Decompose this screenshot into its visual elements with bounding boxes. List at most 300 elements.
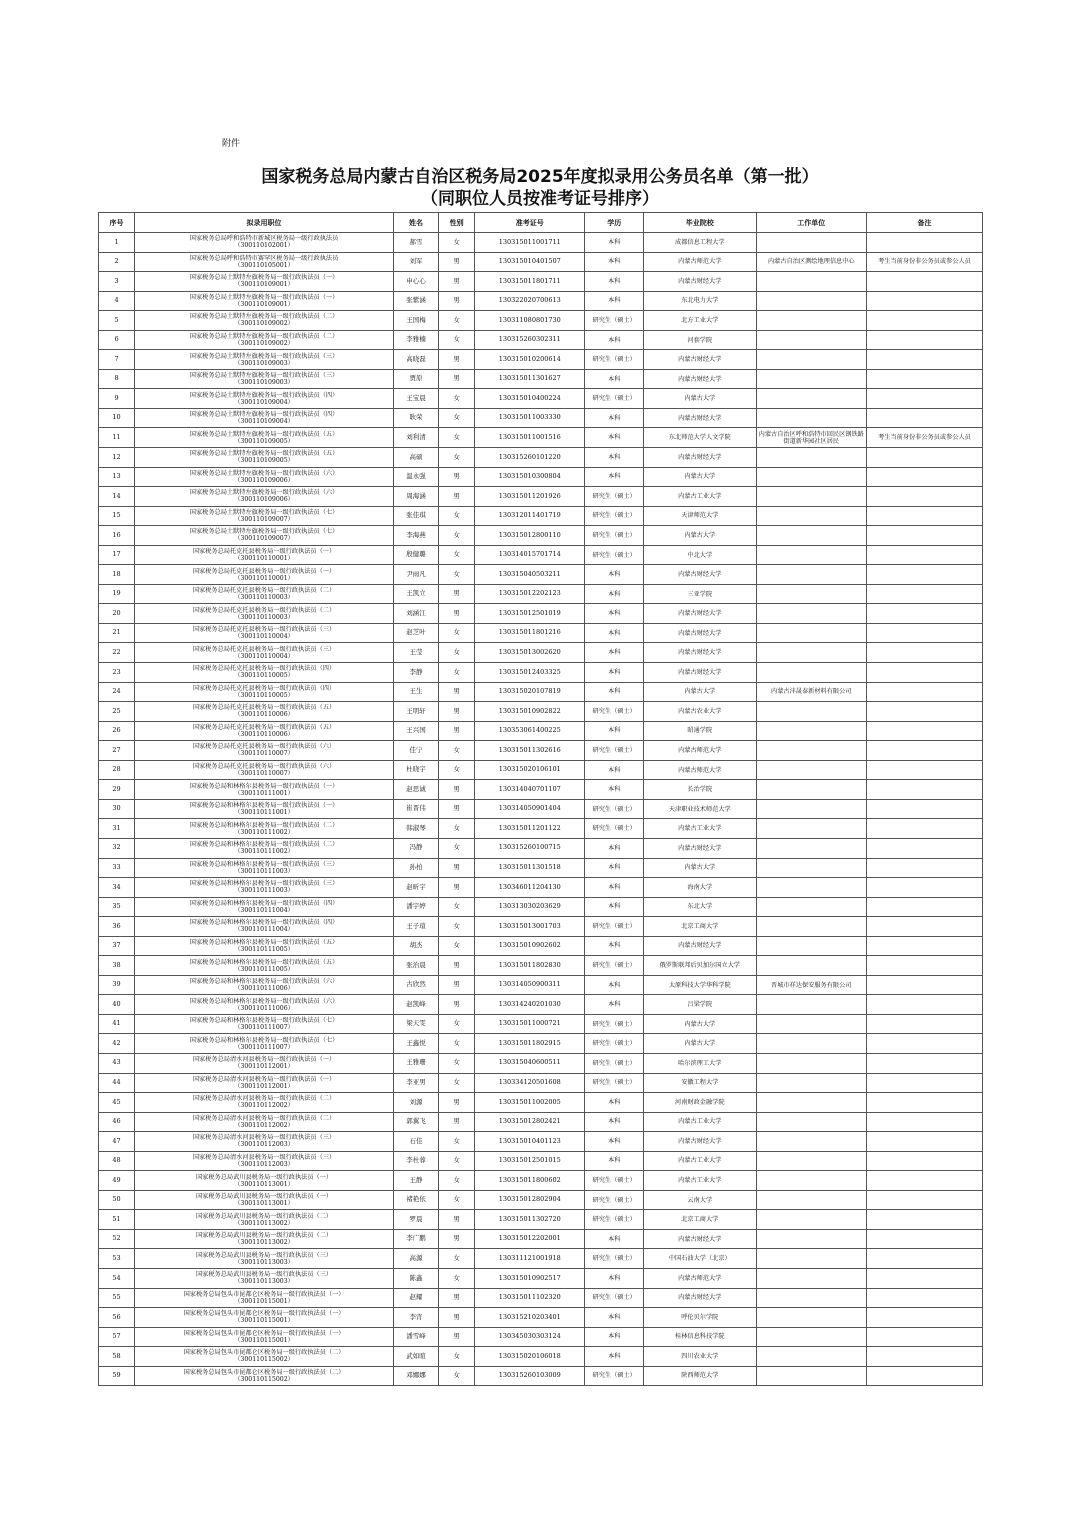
- name-text: 李雅楠: [406, 335, 426, 344]
- school-text: 内蒙古农业大学: [678, 707, 722, 715]
- school-cell: [643, 584, 756, 604]
- gender-cell: [439, 1249, 475, 1269]
- row-number-text: 26: [112, 726, 121, 735]
- position-text: （300110110006）: [234, 711, 294, 719]
- work-unit-cell: [756, 975, 866, 995]
- education-text: 本科: [608, 473, 621, 481]
- education-cell: [585, 448, 644, 468]
- education-cell: [585, 799, 644, 819]
- exam-number-text: 130315012802421: [498, 1117, 561, 1126]
- exam-number-text: 130315012800110: [498, 530, 561, 539]
- row-number-cell: [99, 760, 135, 780]
- school-text: 内蒙古大学: [684, 688, 716, 696]
- education-text: 研究生（硕士）: [592, 1040, 636, 1048]
- school-cell: [643, 819, 756, 839]
- education-text: 本科: [608, 590, 621, 598]
- school-text: 内蒙古大学: [684, 864, 716, 872]
- gender-text: 男: [453, 980, 460, 989]
- education-cell: [585, 1112, 644, 1132]
- exam-number-text: 130345030303124: [498, 1332, 561, 1341]
- exam-number-text: 130315011201926: [498, 491, 561, 500]
- position-text: （300110112003）: [234, 1141, 294, 1149]
- row-number-text: 9: [114, 393, 119, 402]
- row-number-text: 38: [112, 960, 121, 969]
- table-header-row: [99, 213, 983, 233]
- name-text: 刘涵江: [406, 608, 426, 617]
- school-text: 桂林信息科技学院: [675, 1333, 725, 1341]
- exam-number-cell: [475, 311, 585, 331]
- row-number-text: 5: [114, 315, 119, 324]
- school-text: 内蒙古财经大学: [678, 1235, 722, 1243]
- position-text: （300110109004）: [234, 418, 294, 426]
- education-text: 本科: [608, 1313, 621, 1321]
- position-text: 国家税务总局包头市昆都仑区税务局一级行政执法员（一）: [183, 1329, 345, 1337]
- name-cell: [394, 643, 439, 663]
- education-cell: [585, 858, 644, 878]
- school-text: 天津职业技术师范大学: [668, 805, 731, 813]
- position-text: 国家税务总局土默特左旗税务局一级行政执法员（三）: [189, 372, 339, 380]
- school-text: 内蒙古财经大学: [678, 453, 722, 461]
- row-number-text: 42: [112, 1038, 121, 1047]
- exam-number-cell: [475, 487, 585, 507]
- school-cell: [643, 956, 756, 976]
- education-cell: [585, 1171, 644, 1191]
- exam-number-cell: [475, 545, 585, 565]
- work-unit-cell: [756, 408, 866, 428]
- education-text: 本科: [608, 1098, 621, 1106]
- remark-cell: [866, 721, 982, 741]
- school-cell: [643, 721, 756, 741]
- position-text: （300110112003）: [234, 1160, 294, 1168]
- name-cell: [394, 721, 439, 741]
- name-text: 武如暄: [406, 1351, 426, 1360]
- position-text: （300110109007）: [234, 515, 294, 523]
- gender-cell: [439, 487, 475, 507]
- exam-number-cell: [475, 917, 585, 937]
- exam-number-text: 130315013002620: [498, 648, 561, 656]
- education-text: 研究生（硕士）: [592, 531, 636, 539]
- row-number-cell: [99, 389, 135, 409]
- name-cell: [394, 1112, 439, 1132]
- school-cell: [643, 1308, 756, 1328]
- position-cell: [135, 838, 394, 858]
- position-text: 国家税务总局清水河县税务局一级行政执法员（一）: [192, 1075, 336, 1083]
- name-text: 李杜蓉: [406, 1156, 426, 1165]
- exam-number-text: 130315012501015: [498, 1156, 561, 1165]
- exam-number-text: 130322020700613: [498, 296, 561, 305]
- education-cell: [585, 252, 644, 272]
- gender-cell: [439, 1171, 475, 1191]
- school-cell: [643, 995, 756, 1015]
- school-text: 河南财政金融学院: [675, 1098, 725, 1106]
- name-text: 王明轩: [406, 706, 426, 715]
- position-text: （300110111001）: [234, 789, 294, 797]
- name-text: 高源: [409, 1253, 423, 1262]
- gender-text: 女: [453, 335, 460, 344]
- table-row: [99, 1288, 983, 1308]
- position-text: （300110110004）: [234, 652, 294, 660]
- row-number-cell: [99, 545, 135, 565]
- exam-number-text: 130334120501608: [498, 1078, 561, 1087]
- education-text: 本科: [608, 844, 621, 852]
- work-unit-cell: [756, 506, 866, 526]
- remark-cell: [866, 1190, 982, 1210]
- exam-number-cell: [475, 350, 585, 370]
- exam-number-text: 130314015701714: [498, 550, 561, 559]
- position-cell: [135, 623, 394, 643]
- work-unit-cell: [756, 1347, 866, 1367]
- gender-text: 女: [453, 1038, 460, 1047]
- table-row: [99, 936, 983, 956]
- table-row: [99, 545, 983, 565]
- name-text: 郭翼飞: [406, 1117, 426, 1126]
- row-number-text: 35: [112, 902, 121, 911]
- exam-number-text: 130315011802915: [498, 1038, 561, 1047]
- row-number-cell: [99, 1366, 135, 1386]
- education-cell: [585, 584, 644, 604]
- remark-cell: [866, 956, 982, 976]
- position-text: （300110112002）: [234, 1121, 294, 1129]
- row-number-cell: [99, 1053, 135, 1073]
- school-text: 内蒙古工业大学: [678, 825, 722, 833]
- position-text: 国家税务总局和林格尔县税务局一级行政执法员（四）: [189, 899, 339, 907]
- school-cell: [643, 604, 756, 624]
- position-cell: [135, 858, 394, 878]
- position-text: 国家税务总局和林格尔县税务局一级行政执法员（七）: [189, 1036, 339, 1044]
- exam-number-cell: [475, 1366, 585, 1386]
- table-row: [99, 526, 983, 546]
- gender-cell: [439, 780, 475, 800]
- row-number-cell: [99, 917, 135, 937]
- remark-cell: [866, 917, 982, 937]
- position-text: （300110109007）: [234, 535, 294, 543]
- position-text: 国家税务总局武川县税务局一级行政执法员（三）: [195, 1271, 333, 1279]
- education-text: 本科: [608, 864, 621, 872]
- gender-text: 女: [453, 1273, 460, 1282]
- position-text: 国家税务总局托克托县税务局一级行政执法员（四）: [192, 665, 336, 673]
- table-row: [99, 506, 983, 526]
- row-number-cell: [99, 1190, 135, 1210]
- gender-text: 女: [453, 1136, 460, 1145]
- gender-cell: [439, 623, 475, 643]
- row-number-cell: [99, 936, 135, 956]
- position-text: （300110110001）: [234, 574, 294, 582]
- gender-text: 男: [453, 1097, 460, 1106]
- school-text: 内蒙古大学: [684, 1040, 716, 1048]
- position-cell: [135, 1210, 394, 1230]
- exam-number-cell: [475, 272, 585, 292]
- school-text: 内蒙古大学: [684, 531, 716, 539]
- exam-number-text: 130315011001516: [498, 432, 561, 441]
- exam-number-cell: [475, 291, 585, 311]
- school-cell: [643, 838, 756, 858]
- attachment-label: 附件: [222, 139, 241, 149]
- remark-cell: [866, 995, 982, 1015]
- exam-number-text: 130315012202001: [498, 1234, 561, 1243]
- remark-cell: [866, 584, 982, 604]
- table-row: [99, 1190, 983, 1210]
- exam-number-text: 130315020107819: [498, 687, 561, 696]
- row-number-cell: [99, 1249, 135, 1269]
- position-cell: [135, 291, 394, 311]
- work-unit-cell: [756, 1229, 866, 1249]
- education-cell: [585, 878, 644, 898]
- position-text: 国家税务总局土默特左旗税务局一级行政执法员（七）: [189, 508, 339, 516]
- exam-number-text: 130315260101220: [498, 452, 561, 461]
- gender-text: 女: [453, 237, 460, 246]
- name-text: 耿荣: [409, 413, 423, 422]
- gender-cell: [439, 1112, 475, 1132]
- remark-cell: [866, 350, 982, 370]
- school-text: 内蒙古财经大学: [678, 1294, 722, 1302]
- education-text: 本科: [608, 942, 621, 950]
- work-unit-cell: [756, 252, 866, 272]
- position-text: （300110109006）: [234, 496, 294, 504]
- gender-text: 男: [453, 491, 460, 500]
- exam-number-cell: [475, 1034, 585, 1054]
- position-text: （300110111004）: [234, 926, 294, 934]
- gender-text: 男: [453, 608, 460, 617]
- exam-number-cell: [475, 1268, 585, 1288]
- gender-cell: [439, 369, 475, 389]
- position-cell: [135, 233, 394, 253]
- table-row: [99, 1268, 983, 1288]
- school-text: 内蒙古财经大学: [678, 1137, 722, 1145]
- row-number-text: 52: [112, 1234, 121, 1243]
- exam-number-cell: [475, 233, 585, 253]
- education-text: 本科: [608, 903, 621, 911]
- gender-text: 男: [453, 1312, 460, 1321]
- remark-cell: [866, 1171, 982, 1191]
- position-text: （300110109002）: [234, 340, 294, 347]
- education-text: 本科: [608, 434, 621, 442]
- remark-cell: [866, 1229, 982, 1249]
- gender-text: 男: [453, 960, 460, 969]
- name-text: 李宵: [409, 1312, 423, 1321]
- name-text: 刘军: [409, 257, 423, 266]
- page-title: 国家税务总局内蒙古自治区税务局2025年度拟录用公务员名单（第一批）: [261, 167, 819, 187]
- position-cell: [135, 311, 394, 331]
- name-text: 周海涵: [406, 491, 426, 500]
- header-cell: 序号: [99, 213, 135, 233]
- gender-cell: [439, 291, 475, 311]
- school-text: 海南大学: [687, 883, 713, 891]
- gender-cell: [439, 1093, 475, 1113]
- name-cell: [394, 838, 439, 858]
- position-text: （300110115001）: [234, 1317, 294, 1325]
- position-text: （300110112001）: [234, 1082, 294, 1090]
- gender-cell: [439, 721, 475, 741]
- position-cell: [135, 936, 394, 956]
- school-cell: [643, 1249, 756, 1269]
- remark-cell: [866, 819, 982, 839]
- table-row: [99, 565, 983, 585]
- name-text: 申心心: [406, 276, 426, 285]
- work-unit-cell: [756, 330, 866, 350]
- work-unit-cell: [756, 1308, 866, 1328]
- remark-cell: [866, 799, 982, 819]
- exam-number-cell: [475, 956, 585, 976]
- exam-number-text: 130314050900311: [498, 980, 561, 989]
- gender-text: 女: [453, 823, 460, 832]
- position-text: （300110102001）: [234, 242, 294, 250]
- table-row: [99, 741, 983, 761]
- position-text: 国家税务总局和林格尔县税务局一级行政执法员（六）: [189, 997, 339, 1005]
- exam-number-text: 130346011204130: [498, 882, 561, 891]
- work-unit-cell: [756, 1132, 866, 1152]
- row-number-text: 2: [114, 257, 119, 266]
- school-cell: [643, 1093, 756, 1113]
- position-text: 国家税务总局托克托县税务局一级行政执法员（三）: [192, 645, 336, 653]
- position-text: 国家税务总局清水河县税务局一级行政执法员（三）: [192, 1153, 336, 1161]
- name-cell: [394, 1093, 439, 1113]
- row-number-text: 28: [112, 765, 121, 774]
- position-cell: [135, 545, 394, 565]
- position-cell: [135, 1132, 394, 1152]
- name-cell: [394, 467, 439, 487]
- remark-cell: [866, 1268, 982, 1288]
- position-text: （300110109002）: [234, 320, 294, 328]
- row-number-cell: [99, 838, 135, 858]
- remark-cell: [866, 1210, 982, 1230]
- school-cell: [643, 330, 756, 350]
- row-number-text: 44: [112, 1078, 121, 1087]
- education-cell: [585, 604, 644, 624]
- work-unit-cell: [756, 1053, 866, 1073]
- gender-text: 女: [453, 413, 460, 422]
- exam-number-cell: [475, 623, 585, 643]
- position-cell: [135, 565, 394, 585]
- remark-cell: [866, 1053, 982, 1073]
- school-text: 四川农业大学: [681, 1352, 719, 1360]
- work-unit-cell: [756, 428, 866, 448]
- position-text: 国家税务总局包头市昆都仑区税务局一级行政执法员（二）: [183, 1368, 345, 1376]
- exam-number-text: 130315260103009: [498, 1371, 561, 1380]
- school-cell: [643, 1210, 756, 1230]
- exam-number-cell: [475, 1229, 585, 1249]
- row-number-text: 21: [112, 628, 121, 637]
- remark-cell: [866, 760, 982, 780]
- position-text: 国家税务总局和林格尔县税务局一级行政执法员（二）: [189, 841, 339, 849]
- gender-cell: [439, 1327, 475, 1347]
- exam-number-text: 130315011801216: [498, 628, 561, 637]
- remark-cell: [866, 663, 982, 683]
- row-number-text: 18: [112, 569, 121, 578]
- name-cell: [394, 917, 439, 937]
- page-subtitle: （同职位人员按准考证号排序）: [421, 189, 659, 209]
- row-number-text: 59: [112, 1371, 121, 1380]
- exam-number-text: 130315011801711: [498, 276, 561, 285]
- school-cell: [643, 545, 756, 565]
- row-number-cell: [99, 702, 135, 722]
- gender-cell: [439, 252, 475, 272]
- school-text: 天津师范大学: [681, 512, 719, 520]
- exam-number-cell: [475, 1093, 585, 1113]
- table-row: [99, 780, 983, 800]
- position-cell: [135, 448, 394, 468]
- position-text: 国家税务总局清水河县税务局一级行政执法员（二）: [192, 1095, 336, 1103]
- name-cell: [394, 1053, 439, 1073]
- header-cell: 性别: [439, 213, 475, 233]
- gender-cell: [439, 1347, 475, 1367]
- education-text: 本科: [608, 688, 621, 696]
- row-number-text: 11: [112, 432, 121, 441]
- name-cell: [394, 1190, 439, 1210]
- education-cell: [585, 389, 644, 409]
- school-cell: [643, 799, 756, 819]
- education-text: 本科: [608, 297, 621, 305]
- name-text: 胡杰: [409, 941, 423, 950]
- position-text: （300110111005）: [234, 945, 294, 953]
- name-cell: [394, 526, 439, 546]
- exam-number-cell: [475, 682, 585, 702]
- position-text: （300110111005）: [234, 965, 294, 973]
- position-cell: [135, 799, 394, 819]
- name-text: 王子瑄: [406, 921, 426, 930]
- position-text: （300110111001）: [234, 809, 294, 817]
- exam-number-cell: [475, 1073, 585, 1093]
- position-text: （300110112002）: [234, 1102, 294, 1110]
- school-text: 内蒙古财经大学: [678, 277, 722, 285]
- position-text: （300110111002）: [234, 828, 294, 836]
- name-cell: [394, 682, 439, 702]
- education-text: 本科: [608, 1001, 621, 1009]
- row-number-cell: [99, 604, 135, 624]
- row-number-cell: [99, 1014, 135, 1034]
- table-row: [99, 1093, 983, 1113]
- education-cell: [585, 506, 644, 526]
- position-text: 国家税务总局和林格尔县税务局一级行政执法员（七）: [189, 1017, 339, 1025]
- position-text: （300110110004）: [234, 633, 294, 641]
- table-row: [99, 1327, 983, 1347]
- remark-cell: [866, 682, 982, 702]
- school-text: 北京工商大学: [681, 922, 719, 930]
- row-number-text: 51: [112, 1214, 121, 1223]
- exam-number-cell: [475, 780, 585, 800]
- education-cell: [585, 1132, 644, 1152]
- education-cell: [585, 682, 644, 702]
- name-text: 李亚男: [406, 1078, 426, 1087]
- gender-text: 男: [453, 784, 460, 793]
- exam-number-cell: [475, 721, 585, 741]
- exam-number-cell: [475, 1053, 585, 1073]
- gender-text: 女: [453, 902, 460, 911]
- position-cell: [135, 1112, 394, 1132]
- name-text: 梁天雯: [406, 1019, 426, 1028]
- school-cell: [643, 1268, 756, 1288]
- education-cell: [585, 1249, 644, 1269]
- name-cell: [394, 897, 439, 917]
- name-cell: [394, 252, 439, 272]
- gender-cell: [439, 1151, 475, 1171]
- table-row: [99, 1249, 983, 1269]
- education-text: 研究生（硕士）: [592, 1059, 636, 1067]
- table-row: [99, 682, 983, 702]
- school-text: 云南大学: [687, 1196, 713, 1204]
- school-text: 内蒙古大学: [684, 1020, 716, 1028]
- row-number-cell: [99, 819, 135, 839]
- gender-cell: [439, 760, 475, 780]
- school-cell: [643, 506, 756, 526]
- position-text: （300110109003）: [234, 359, 294, 367]
- row-number-text: 17: [112, 550, 121, 559]
- exam-number-cell: [475, 1249, 585, 1269]
- school-cell: [643, 233, 756, 253]
- gender-cell: [439, 584, 475, 604]
- table-row: [99, 663, 983, 683]
- gender-text: 男: [453, 472, 460, 481]
- row-number-text: 8: [114, 374, 119, 383]
